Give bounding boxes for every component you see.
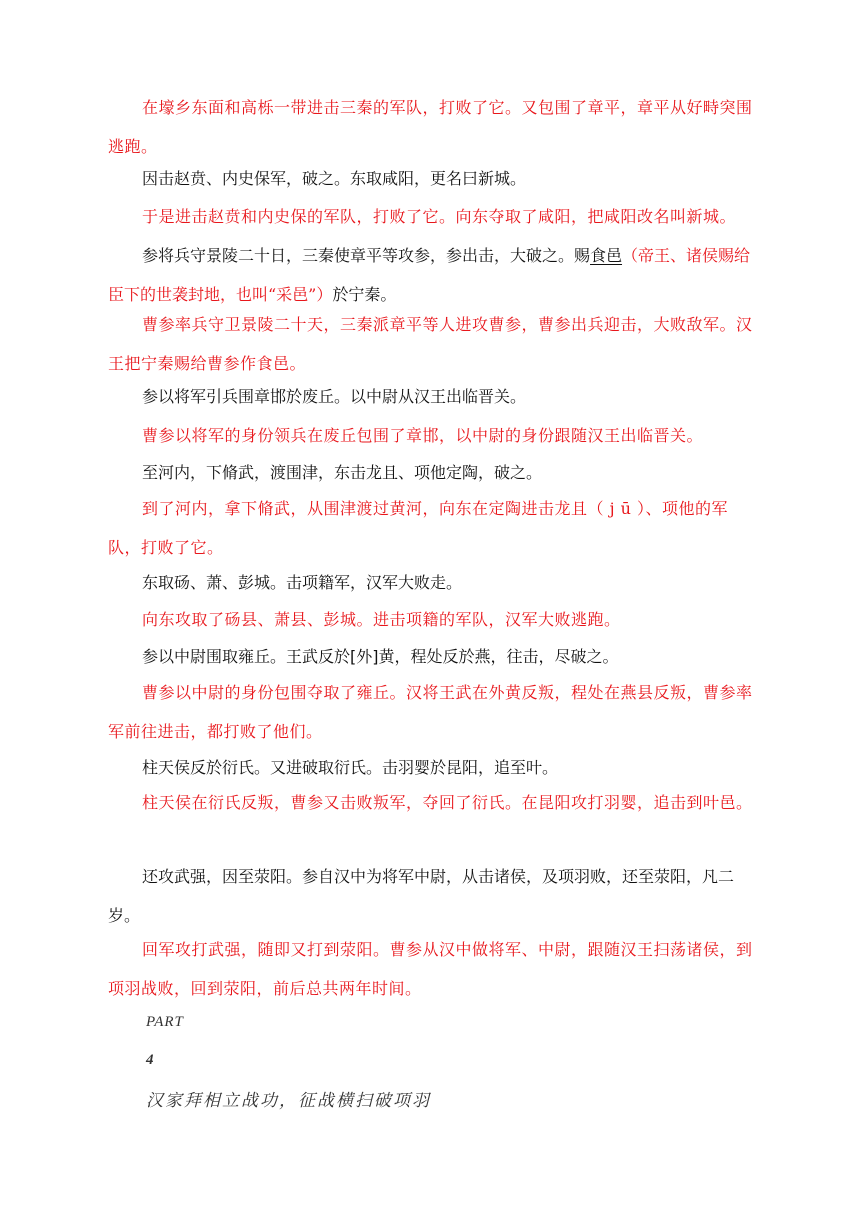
original-paragraph: 参以中尉围取雍丘。王武反於[外]黄，程处反於燕，往击，尽破之。	[142, 647, 619, 666]
inline-note: （帝王、诸侯赐给臣下的世袭封地，也叫“采邑”）	[108, 246, 751, 304]
original-paragraph-with-note	[108, 236, 756, 314]
translation-paragraph: 在壕乡东面和高栎一带进击三秦的军队，打败了它。又包围了章平，章平从好畤突围逃跑。	[108, 98, 753, 156]
translation-paragraph: 曹参以将军的身份领兵在废丘包围了章邯，以中尉的身份跟随汉王出临晋关。	[142, 426, 704, 445]
part-number: 4	[146, 1052, 154, 1068]
original-paragraph: 东取砀、萧、彭城。击项籍军，汉军大败走。	[142, 573, 463, 592]
underlined-term: 食邑	[590, 246, 623, 265]
original-paragraph: 至河内，下脩武，渡围津，东击龙且、项他定陶，破之。	[142, 463, 543, 482]
translation-paragraph: 到了河内，拿下脩武，从围津渡过黄河，向东在定陶进击龙且（ j ū ）、项他的军队，打败了它。	[108, 499, 729, 557]
translation-paragraph: 柱天侯在衍氏反叛，曹参又击败叛军，夺回了衍氏。在昆阳攻打羽婴，追击到叶邑。	[142, 793, 753, 812]
part-title: 汉家拜相立战功，征战横扫破项羽	[146, 1091, 431, 1111]
original-paragraph: 柱天侯反於衍氏。又进破取衍氏。击羽婴於昆阳，追至叶。	[142, 758, 559, 777]
original-paragraph: 还攻武强，因至荥阳。参自汉中为将军中尉，从击诸侯，及项羽败，还至荥阳，凡二岁。	[108, 867, 735, 925]
translation-paragraph: 于是进击赵贲和内史保的军队，打败了它。向东夺取了咸阳，把咸阳改名叫新城。	[142, 207, 737, 226]
translation-paragraph: 向东攻取了砀县、萧县、彭城。进击项籍的军队，汉军大败逃跑。	[142, 610, 621, 629]
original-paragraph: 因击赵贲、内史保军，破之。东取咸阳，更名曰新城。	[142, 169, 527, 188]
original-text: 参将兵守景陵二十日，三秦使章平等攻参，参出击，大破之。赐	[142, 246, 591, 265]
part-label: PART	[146, 1014, 184, 1030]
translation-paragraph: 曹参率兵守卫景陵二十天，三秦派章平等人进攻曹参，曹参出兵迎击，大败敌军。汉王把宁秦赐给曹参作食邑。	[108, 315, 753, 373]
translation-paragraph: 回军攻打武强，随即又打到荥阳。曹参从汉中做将军、中尉，跟随汉王扫荡诸侯，到项羽战败，回到荥阳，前后总共两年时间。	[108, 940, 753, 998]
original-paragraph: 参以将军引兵围章邯於废丘。以中尉从汉王出临晋关。	[142, 387, 527, 406]
original-text: 於宁秦。	[332, 285, 397, 304]
translation-paragraph: 曹参以中尉的身份包围夺取了雍丘。汉将王武在外黄反叛，程处在燕县反叛，曹参率军前往进击，都打败了他们。	[108, 683, 753, 741]
